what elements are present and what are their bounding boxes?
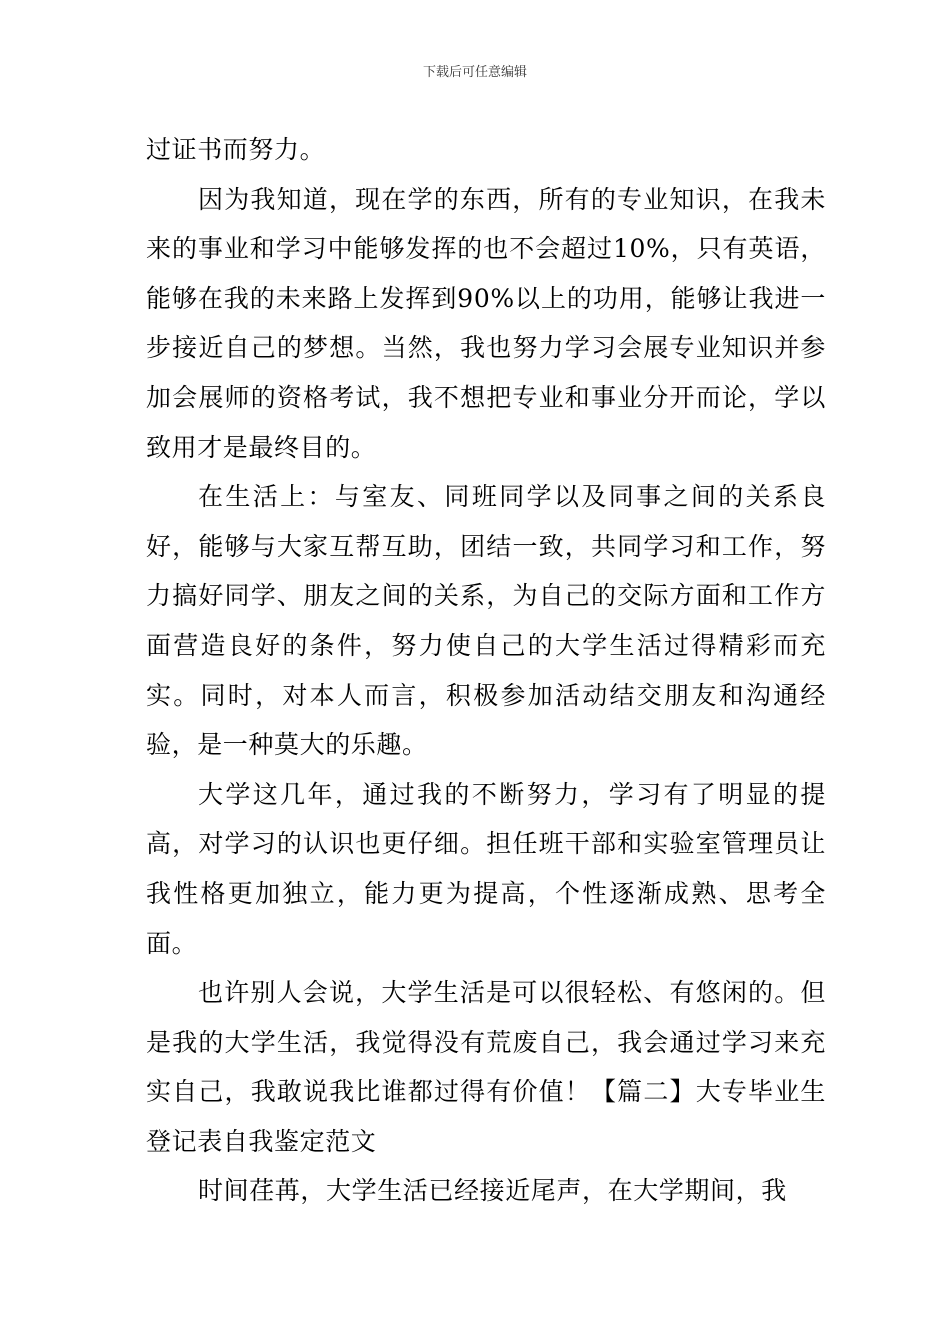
paragraph-life: 在生活上：与室友、同班同学以及同事之间的关系良好，能够与大家互帮互助，团结一致，共同学习和工作，努力搞好同学、朋友之间的关系，为自己的交际方面和工作方面营造良好的条件，努力使自己的大学生活过得精彩而充实。同时，对本人而言，积极参加活动结交朋友和沟通经验，是一种莫大的乐趣。	[146, 482, 826, 760]
paragraph-conclusion: 也许别人会说，大学生活是可以很轻松、有悠闲的。但是我的大学生活，我觉得没有荒废自己，我会通过学习来充实自己，我敢说我比谁都过得有价值！【篇二】大专毕业生登记表自我鉴定范文	[146, 978, 826, 1156]
document-body	[146, 125, 826, 1216]
paragraph-second-article-start: 时间荏苒，大学生活已经接近尾声，在大学期间，我	[198, 1176, 787, 1206]
paragraph-improvement: 大学这几年，通过我的不断努力，学习有了明显的提高，对学习的认识也更仔细。担任班干部和实验室管理员让我性格更加独立，能力更为提高，个性逐渐成熟、思考全面。	[146, 779, 826, 958]
paragraph-continuation: 过证书而努力。	[146, 135, 326, 164]
paragraph-study-english: 因为我知道，现在学的东西，所有的专业知识，在我未来的事业和学习中能够发挥的也不会超过10%，只有英语，能够在我的未来路上发挥到90%以上的功用，能够让我进一步接近自己的梦想。当然，我也努力学习会展专业知识并参加会展师的资格考试，我不想把专业和事业分开而论，学以致用才是最终目的。	[146, 184, 826, 462]
page-header: 下载后可任意编辑	[422, 65, 527, 80]
